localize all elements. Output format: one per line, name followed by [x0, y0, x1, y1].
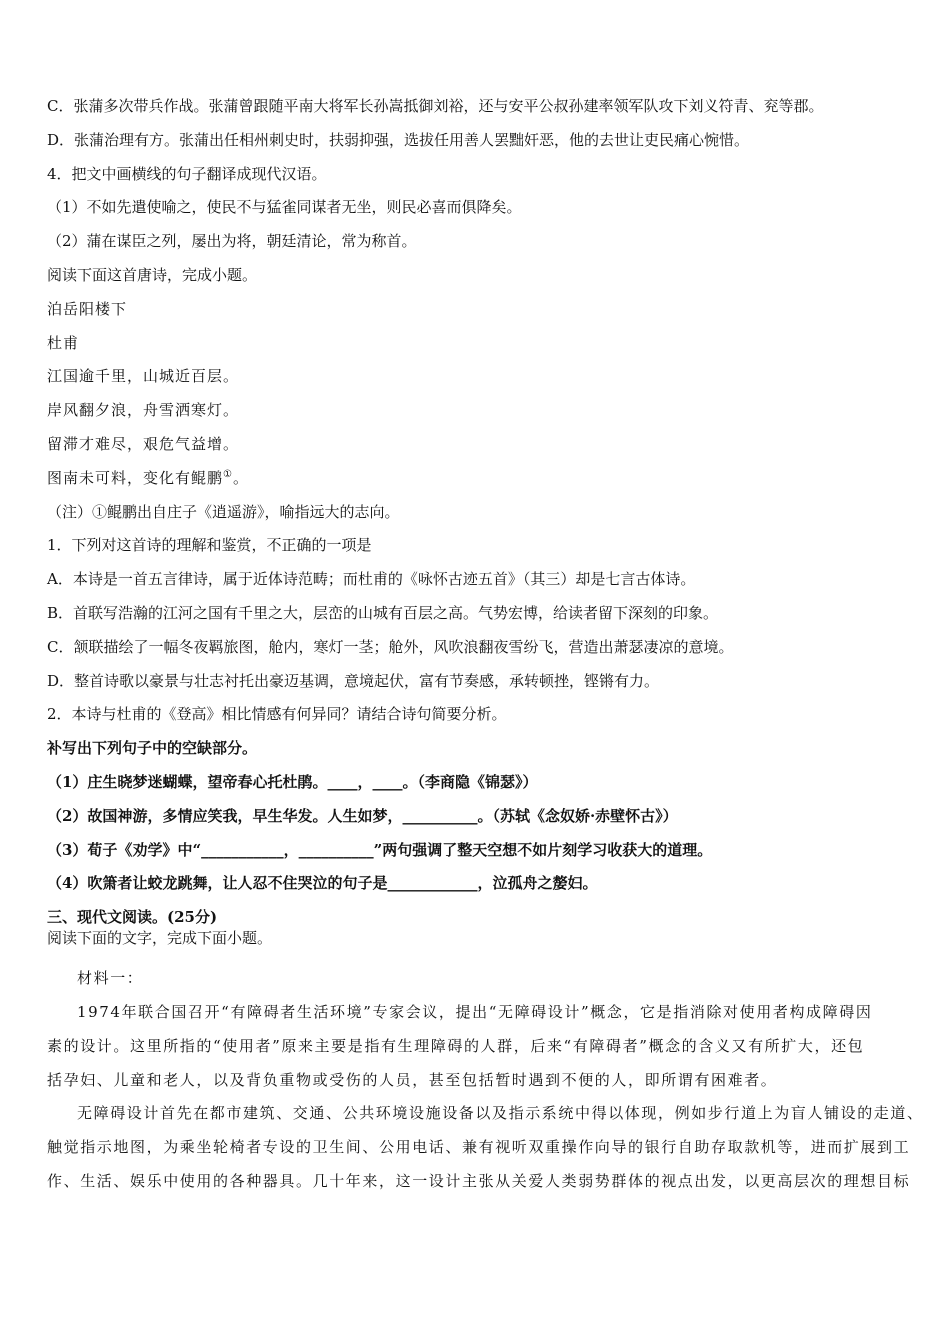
- poem-question-2: 2．本诗与杜甫的《登高》相比情感有何异同？请结合诗句简要分析。: [47, 705, 507, 724]
- option-c-line: C．张蒲多次带兵作战。张蒲曾跟随平南大将军长孙嵩抵御刘裕，还与安平公叔孙建率领军队攻下刘义符青、兖等郡。: [47, 97, 824, 115]
- poem-option-a: A．本诗是一首五言律诗，属于近体诗范畴；而杜甫的《咏怀古迹五首》（其三）却是七言古体诗。: [47, 570, 696, 589]
- poem-option-b: B．首联写浩瀚的江河之国有千里之大，层峦的山城有百层之高。气势宏博，给读者留下深刻的印象。: [47, 603, 719, 622]
- fill-blank-item-1: （1）庄生晓梦迷蝴蝶，望帝春心托杜鹃。____，____。（李商隐《锦瑟》）: [47, 772, 538, 791]
- paragraph-1-line-2: 素的设计。这里所指的“使用者”原来主要是指有生理障碍的人群，后来“有障碍者”概念的含义又有所扩大，还包: [47, 1036, 865, 1055]
- translation-item-1: （1）不如先遣使喻之，使民不与猛雀同谋者无坐，则民必喜而俱降矣。: [47, 198, 522, 217]
- poem-line-1: 江国逾千里，山城近百层。: [47, 367, 240, 386]
- poem-question-1: 1．下列对这首诗的理解和鉴赏，不正确的一项是: [47, 536, 372, 555]
- poem-line-4-text: 图南未可料，变化有鲲鹏: [47, 468, 224, 487]
- fill-blank-heading: 补写出下列句子中的空缺部分。: [47, 739, 258, 758]
- poem-note: （注）①鲲鹏出自庄子《逍遥游》，喻指远大的志向。: [47, 502, 400, 521]
- translation-item-2: （2）蒲在谋臣之列，屡出为将，朝廷清论，常为称首。: [47, 232, 417, 251]
- paragraph-2-line-3: 作、生活、娱乐中使用的各种器具。几十年来，这一设计主张从关爱人类弱势群体的视点出发，以更高层次的理想目标: [47, 1171, 911, 1190]
- section-three-title: 三、现代文阅读。(25分): [47, 908, 218, 927]
- poem-option-c: C．颔联描绘了一幅冬夜羁旅图，舱内，寒灯一茎；舱外，风吹浪翻夜雪纷飞，营造出萧瑟凄凉的意境。: [47, 637, 734, 656]
- fill-blank-item-4: （4）吹箫者让蛟龙跳舞，让人忍不住哭泣的句子是____________，泣孤舟之嫠妇。: [47, 874, 598, 893]
- poem-title: 泊岳阳楼下: [47, 299, 128, 318]
- poem-line-2: 岸风翻夕浪，舟雪洒寒灯。: [47, 401, 240, 420]
- poem-option-d: D．整首诗歌以豪景与壮志衬托出豪迈基调，意境起伏，富有节奏感，承转顿挫，铿锵有力。: [47, 671, 660, 690]
- poem-line-4: [47, 468, 909, 488]
- poem-instruction: 阅读下面这首唐诗，完成小题。: [47, 265, 258, 284]
- question-4: 4．把文中画横线的句子翻译成现代汉语。: [47, 164, 327, 183]
- footnote-marker: ①: [223, 468, 233, 480]
- fill-blank-item-3: （3）荀子《劝学》中“___________，__________”两句强调了整天空想不如片刻学习收获大的道理。: [47, 840, 713, 859]
- material-one-label: 材料一：: [77, 969, 144, 988]
- paragraph-2-line-1: 无障碍设计首先在都市建筑、交通、公共环境设施设备以及指示系统中得以体现，例如步行道上为盲人铺设的走道、: [77, 1104, 924, 1123]
- fill-blank-item-2: （2）故国神游，多情应笑我，早生华发。人生如梦，__________。（苏轼《念奴娇·赤壁怀古》）: [47, 806, 678, 825]
- reading-instruction: 阅读下面的文字，完成下面小题。: [47, 929, 273, 948]
- paragraph-1-line-3: 括孕妇、儿童和老人，以及背负重物或受伤的人员，甚至包括暂时遇到不便的人，即所谓有困难者。: [47, 1070, 778, 1089]
- paragraph-1-line-1: 1974年联合国召开“有障碍者生活环境”专家会议，提出“无障碍设计”概念，它是指消除对使用者构成障碍因: [77, 1002, 873, 1021]
- paragraph-2-line-2: 触觉指示地图，为乘坐轮椅者专设的卫生间、公用电话、兼有视听双重操作向导的银行自助存取款机等，进而扩展到工: [47, 1138, 911, 1157]
- option-d-line: D．张蒲治理有方。张蒲出任相州刺史时，扶弱抑强，选拔任用善人罢黜奸恶，他的去世让吏民痛心惋惜。: [47, 130, 750, 149]
- poem-line-3: 留滞才难尽，艰危气益增。: [47, 434, 240, 453]
- document-page: [47, 96, 924, 1205]
- poem-author: 杜甫: [47, 333, 80, 352]
- poem-line-4-end: 。: [232, 468, 249, 487]
